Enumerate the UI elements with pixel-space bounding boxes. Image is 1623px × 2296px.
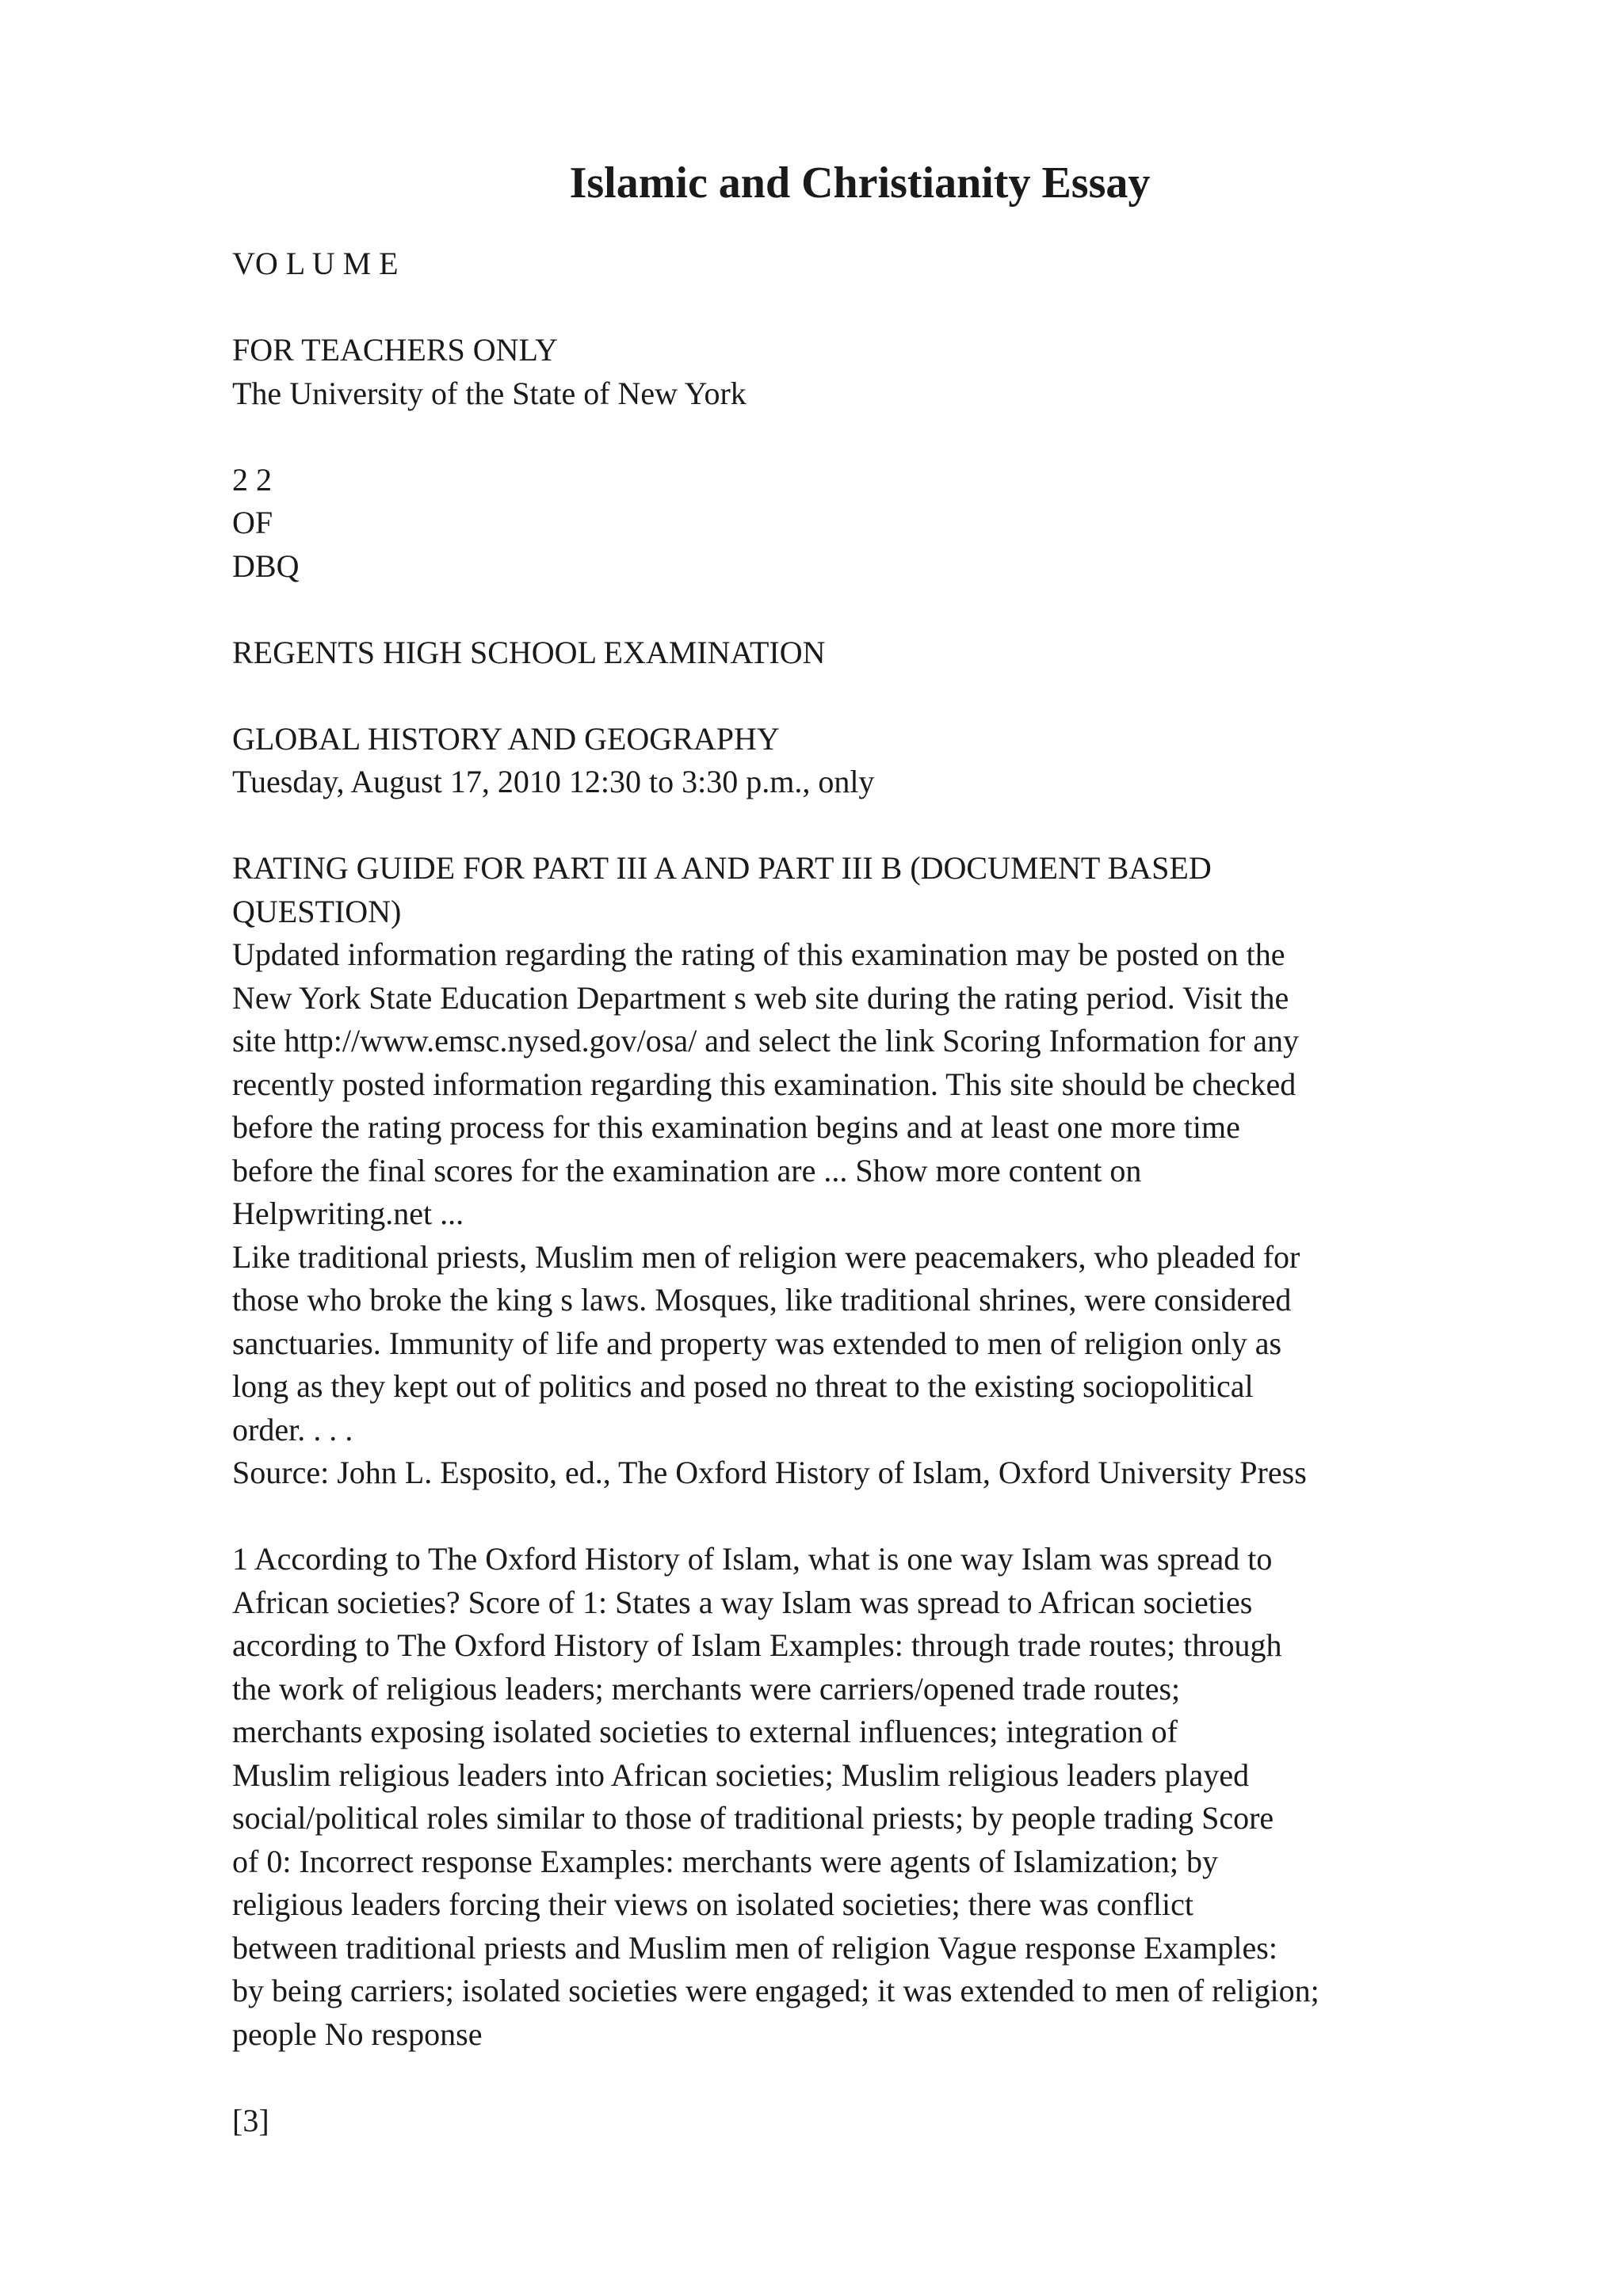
- question-line: between traditional priests and Muslim men of religion Vague response Examples:: [232, 1929, 1277, 1966]
- regents-line: REGENTS HIGH SCHOOL EXAMINATION: [232, 634, 826, 670]
- question-line: 1 According to The Oxford History of Islam, what is one way Islam was spread to: [232, 1541, 1273, 1577]
- question-line: according to The Oxford History of Islam Examples: through trade routes; through: [232, 1627, 1282, 1663]
- document-title: Islamic and Christianity Essay: [569, 158, 1151, 208]
- exam-block: [232, 718, 1532, 804]
- page-number: [3]: [232, 2102, 269, 2138]
- question-line: Muslim religious leaders into African societies; Muslim religious leaders played: [232, 1756, 1250, 1793]
- rating-line: Like traditional priests, Muslim men of religion were peacemakers, who pleaded for: [232, 1238, 1300, 1275]
- rating-line: QUESTION): [232, 893, 402, 929]
- rating-line: before the final scores for the examination are ... Show more content on: [232, 1152, 1142, 1188]
- question-line: by being carriers; isolated societies were engaged; it was extended to men of religion;: [232, 1973, 1319, 2008]
- regents-block: [232, 631, 1532, 675]
- rating-line: those who broke the king s laws. Mosques, like traditional shrines, were considered: [232, 1282, 1292, 1318]
- rating-line: New York State Education Department s web site during the rating period. Visit the: [232, 979, 1289, 1016]
- source-line: Source: John L. Esposito, ed., The Oxford History of Islam, Oxford University Press: [232, 1455, 1307, 1490]
- rating-line: order. . . .: [232, 1411, 353, 1447]
- rating-line: Updated information regarding the rating of this examination may be posted on the: [232, 936, 1285, 972]
- teachers-block: [232, 329, 1532, 415]
- question-line: religious leaders forcing their views on isolated societies; there was conflict: [232, 1886, 1193, 1922]
- rating-line: recently posted information regarding this examination. This site should be checked: [232, 1066, 1296, 1102]
- exam-subject-line: GLOBAL HISTORY AND GEOGRAPHY: [232, 720, 780, 757]
- question-line: African societies? Score of 1: States a way Islam was spread to African societies: [232, 1584, 1253, 1620]
- dbq-line: 2 2: [232, 461, 272, 498]
- page-number-block: [232, 2100, 1532, 2143]
- document-body: [232, 242, 1532, 2142]
- question-block: [232, 1538, 1532, 2056]
- teachers-line: FOR TEACHERS ONLY: [232, 332, 558, 368]
- volume-block: [232, 242, 1532, 286]
- rating-line: long as they kept out of politics and posed no threat to the existing sociopolitical: [232, 1368, 1254, 1404]
- rating-line: Helpwriting.net ...: [232, 1196, 464, 1231]
- question-line: people No response: [232, 2016, 483, 2052]
- university-line: The University of the State of New York: [232, 375, 747, 411]
- rating-line: before the rating process for this examination begins and at least one more time: [232, 1109, 1240, 1145]
- dbq-line: DBQ: [232, 547, 300, 584]
- rating-line: sanctuaries. Immunity of life and property was extended to men of religion only as: [232, 1325, 1282, 1361]
- dbq-line: OF: [232, 505, 273, 540]
- question-line: merchants exposing isolated societies to external influences; integration of: [232, 1714, 1178, 1749]
- dbq-block: [232, 459, 1532, 589]
- question-line: the work of religious leaders; merchants were carriers/opened trade routes;: [232, 1670, 1181, 1707]
- volume-line: VO L U M E: [232, 246, 399, 281]
- rating-line: RATING GUIDE FOR PART III A AND PART III B (DOCUMENT BASED: [232, 850, 1212, 886]
- question-line: of 0: Incorrect response Examples: merchants were agents of Islamization; by: [232, 1843, 1219, 1879]
- rating-line: site http://www.emsc.nysed.gov/osa/ and select the link Scoring Information for any: [232, 1023, 1300, 1058]
- exam-date-line: Tuesday, August 17, 2010 12:30 to 3:30 p.m., only: [232, 764, 875, 799]
- rating-guide-block: [232, 847, 1532, 1495]
- question-line: social/political roles similar to those of traditional priests; by people trading Score: [232, 1800, 1274, 1836]
